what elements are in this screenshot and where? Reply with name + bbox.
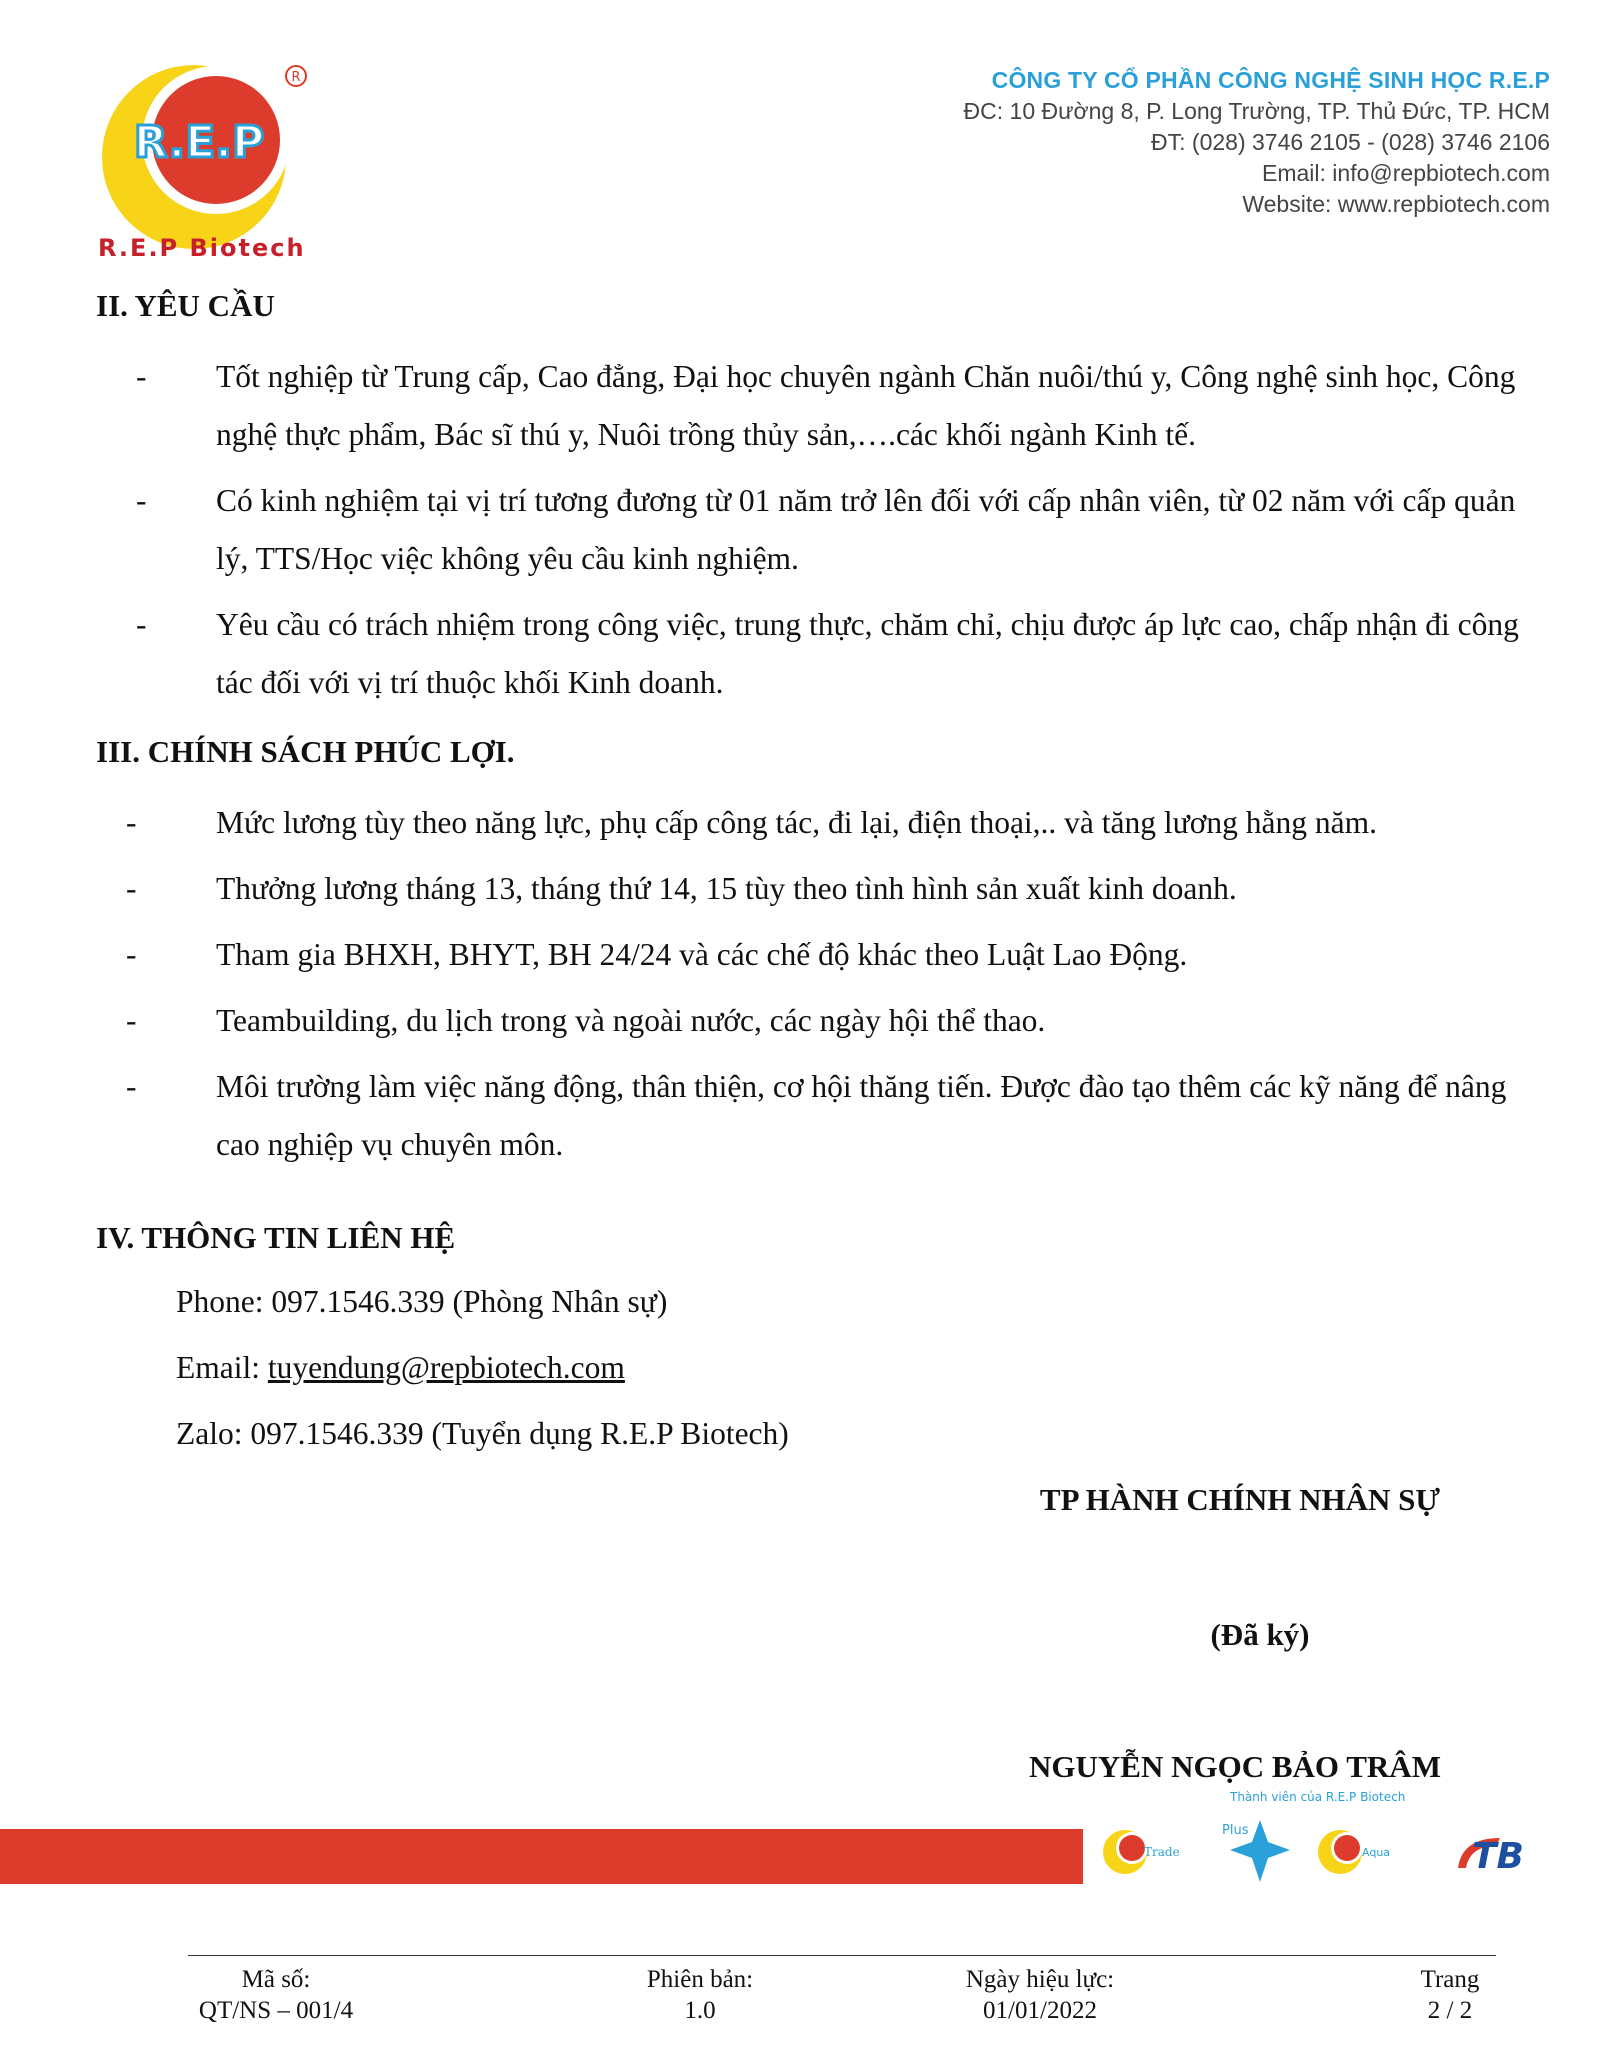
partner-logos: [1100, 1790, 1560, 1890]
section-heading-contact: IV. THÔNG TIN LIÊN HỆ: [96, 1220, 456, 1255]
company-email: Email: info@repbiotech.com: [1262, 160, 1550, 186]
partner-logo-plus: [1222, 1820, 1290, 1882]
footer-page: Trang 2 / 2: [1420, 1966, 1480, 2024]
svg-text:R: R: [291, 70, 301, 85]
partners-caption: Thành viên của R.E.P Biotech: [1230, 1790, 1406, 1804]
section-heading-benefits: III. CHÍNH SÁCH PHÚC LỢI.: [96, 734, 515, 769]
footer-version: Phiên bản: 1.0: [646, 1966, 754, 2024]
contact-zalo: Zalo: 097.1546.339 (Tuyển dụng R.E.P Biotech): [176, 1416, 789, 1451]
contact-phone: Phone: 097.1546.339 (Phòng Nhân sự): [176, 1284, 668, 1319]
svg-text:TB: TB: [1472, 1836, 1524, 1877]
company-website: Website: www.repbiotech.com: [1242, 191, 1550, 217]
svg-text:Trade: Trade: [1144, 1845, 1180, 1859]
signer-name: NGUYỄN NGỌC BẢO TRÂM: [1029, 1749, 1441, 1784]
signer-role: TP HÀNH CHÍNH NHÂN SỰ: [1039, 1482, 1441, 1517]
footer-divider: [188, 1955, 1496, 1956]
company-name: CÔNG TY CỔ PHẦN CÔNG NGHỆ SINH HỌC R.E.P: [991, 67, 1550, 93]
contact-email-link[interactable]: tuyendung@repbiotech.com: [267, 1350, 625, 1385]
logo-caption: R.E.P Biotech: [98, 234, 306, 262]
partner-logo-aqua: [1318, 1830, 1390, 1874]
company-address: ĐC: 10 Đường 8, P. Long Trường, TP. Thủ Đức, TP. HCM: [963, 98, 1550, 124]
brand-bar: [0, 1829, 1083, 1884]
logo-text: R.E.P: [133, 117, 265, 168]
svg-text:Aqua: Aqua: [1362, 1846, 1391, 1859]
company-phone: ĐT: (028) 3746 2105 - (028) 3746 2106: [1151, 129, 1550, 155]
section-heading-requirements: II. YÊU CẦU: [96, 288, 275, 323]
signed-note: (Đã ký): [1210, 1617, 1310, 1652]
footer-code: Mã số: QT/NS – 001/4: [198, 1966, 354, 2024]
footer-effective-date: Ngày hiệu lực: 01/01/2022: [965, 1966, 1115, 2024]
partner-logo-tb: [1458, 1836, 1524, 1877]
contact-email: Email: tuyendung@repbiotech.com: [176, 1350, 625, 1385]
company-info: [964, 64, 1550, 220]
svg-text:Plus: Plus: [1222, 1823, 1249, 1838]
partner-logo-trade: [1103, 1830, 1180, 1874]
